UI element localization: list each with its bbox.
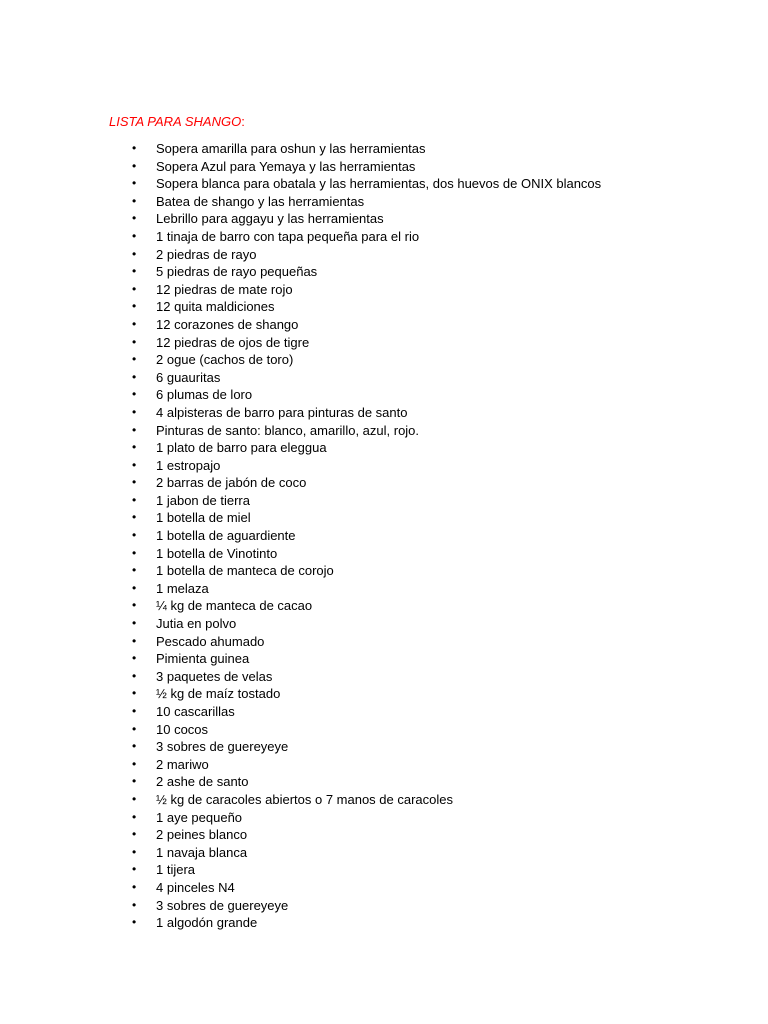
list-item-text: 3 sobres de guereyeye	[156, 897, 289, 913]
bullet-icon: •	[132, 510, 137, 525]
bullet-icon: •	[132, 369, 137, 384]
list-item-text: Sopera amarilla para oshun y las herramientas	[156, 141, 426, 156]
bullet-icon: •	[132, 193, 137, 208]
bullet-icon: •	[132, 791, 137, 806]
list-item-text: ½ kg de maíz tostado	[156, 686, 281, 702]
list-item-text: 1 botella de manteca de corojo	[156, 563, 334, 579]
bullet-icon: •	[132, 633, 137, 648]
list-item-text: 2 peines blanco	[156, 827, 248, 843]
bullet-icon: •	[132, 492, 137, 507]
list-item-text: 10 cocos	[156, 721, 209, 737]
bullet-icon: •	[132, 141, 137, 155]
list-item-text: 12 corazones de shango	[156, 316, 299, 332]
bullet-icon: •	[132, 176, 137, 191]
bullet-icon: •	[132, 246, 137, 261]
bullet-icon: •	[132, 387, 137, 402]
list-item-text: 6 plumas de loro	[156, 387, 253, 403]
bullet-icon: •	[132, 616, 137, 631]
bullet-icon: •	[132, 774, 137, 789]
list-title-colon: :	[241, 114, 245, 129]
list-item-text: 1 botella de Vinotinto	[156, 545, 278, 561]
bullet-icon: •	[132, 897, 137, 912]
list-item-text: Jutia en polvo	[156, 616, 237, 632]
bullet-icon: •	[132, 756, 137, 771]
list-item-text: 1 tinaja de barro con tapa pequeña para el rio	[156, 228, 420, 244]
list-item-text: Lebrillo para aggayu y las herramientas	[156, 211, 384, 227]
list-item-text: 1 navaja blanca	[156, 844, 248, 860]
list-item-text: 10 cascarillas	[156, 704, 235, 719]
list-item-text: 3 paquetes de velas	[156, 668, 273, 684]
list-item-text: 1 melaza	[156, 580, 209, 596]
list-item-text: 12 piedras de mate rojo	[156, 281, 293, 297]
list-item-text: 1 botella de aguardiente	[156, 528, 296, 544]
list-item-text: 1 botella de miel	[156, 510, 251, 526]
list-item-text: Pimienta guinea	[156, 651, 250, 667]
list-item-text: 3 sobres de guereyeye	[156, 739, 289, 755]
list-item-text: 1 plato de barro para eleggua	[156, 440, 327, 456]
bullet-icon: •	[132, 721, 137, 736]
bullet-icon: •	[132, 862, 137, 877]
list-item-text: 5 piedras de rayo pequeñas	[156, 264, 318, 280]
bullet-icon: •	[132, 457, 137, 472]
bullet-icon: •	[132, 704, 137, 718]
bullet-icon: •	[132, 264, 137, 279]
list-item-text: 2 mariwo	[156, 756, 209, 772]
list-item-text: 1 algodón grande	[156, 915, 258, 931]
list-item-text: 2 piedras de rayo	[156, 246, 257, 262]
bullet-icon: •	[132, 668, 137, 683]
list-title-text: LISTA PARA SHANGO	[109, 114, 242, 129]
bullet-icon: •	[132, 299, 137, 314]
list-item-text: 4 pinceles N4	[156, 879, 235, 895]
list-item-text: Sopera blanca para obatala y las herramientas, dos huevos de ONIX blancos	[156, 176, 602, 192]
bullet-icon: •	[132, 404, 137, 419]
list-item-text: 1 jabon de tierra	[156, 492, 250, 508]
list-item-text: Pinturas de santo: blanco, amarillo, azul, rojo.	[156, 422, 420, 438]
bullet-icon: •	[132, 422, 137, 437]
bullet-icon: •	[132, 686, 137, 701]
bullet-icon: •	[132, 809, 137, 824]
list-item-text: 2 ogue (cachos de toro)	[156, 352, 294, 368]
list-item-text: 6 guauritas	[156, 369, 221, 385]
bullet-icon: •	[132, 844, 137, 859]
list-item-text: 1 tijera	[156, 862, 196, 878]
list-item-text: ¼ kg de manteca de cacao	[156, 598, 313, 614]
list-item-text: 2 ashe de santo	[156, 774, 249, 790]
bullet-icon: •	[132, 739, 137, 754]
bullet-icon: •	[132, 651, 137, 666]
bullet-icon: •	[132, 334, 137, 349]
list-item-text: 12 piedras de ojos de tigre	[156, 334, 310, 350]
list-item-text: 1 estropajo	[156, 457, 221, 473]
bullet-icon: •	[132, 528, 137, 543]
bullet-icon: •	[132, 545, 137, 560]
bullet-icon: •	[132, 158, 137, 173]
bullet-icon: •	[132, 316, 137, 331]
bullet-icon: •	[132, 563, 137, 578]
bullet-icon: •	[132, 580, 137, 595]
list-item-text: Pescado ahumado	[156, 633, 265, 649]
bullet-icon: •	[132, 915, 137, 930]
list-item-text: 2 barras de jabón de coco	[156, 475, 307, 491]
list-item-text: 4 alpisteras de barro para pinturas de santo	[156, 404, 408, 420]
bullet-icon: •	[132, 352, 137, 367]
bullet-icon: •	[132, 211, 137, 226]
list-item-text: 12 quita maldiciones	[156, 299, 275, 315]
bullet-icon: •	[132, 827, 137, 842]
bullet-icon: •	[132, 598, 137, 613]
list-title	[109, 113, 245, 130]
list-item-text: 1 aye pequeño	[156, 809, 243, 825]
list-item-text: Sopera Azul para Yemaya y las herramientas	[156, 158, 416, 174]
bullet-icon: •	[132, 281, 137, 296]
list-item-text: ½ kg de caracoles abiertos o 7 manos de caracoles	[156, 791, 454, 807]
bullet-icon: •	[132, 475, 137, 490]
bullet-icon: •	[132, 879, 137, 894]
bullet-icon: •	[132, 228, 137, 243]
bullet-icon: •	[132, 440, 137, 455]
list-item-text: Batea de shango y las herramientas	[156, 193, 365, 209]
